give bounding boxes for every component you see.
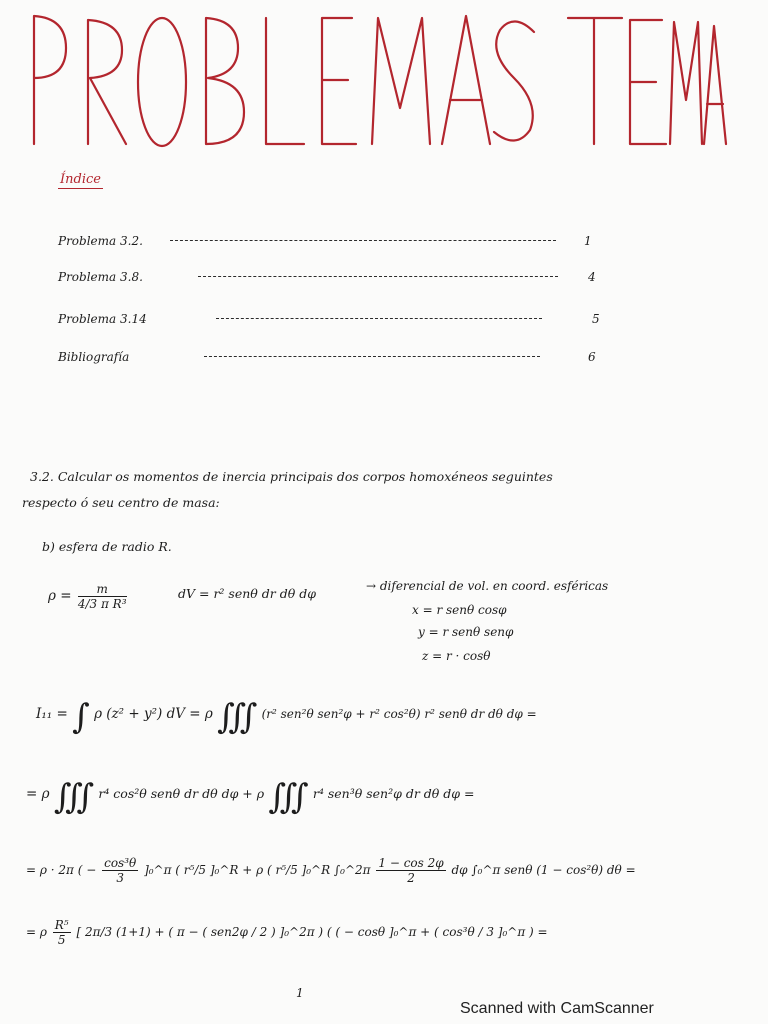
equation-3-denominator-1: 3 (116, 871, 124, 885)
coordinate-x: x = r senθ cosφ (412, 603, 507, 617)
equation-1-part-a: ρ (z² + y²) dV = ρ (94, 706, 213, 722)
equation-2 (26, 777, 475, 817)
toc-entry (58, 230, 618, 252)
equation-4-part-b: [ 2π/3 (1+1) + ( π − ( sen2φ / 2 ) ]₀^2π ) ( ( − cosθ ]₀^π + ( cos³θ / 3 ]₀^π ) = (76, 925, 548, 939)
toc-entry-page: 5 (592, 312, 600, 326)
equation-3-fraction-2 (376, 856, 445, 885)
density-numerator: m (78, 582, 127, 597)
equation-1-lhs: I₁₁ = (36, 706, 68, 722)
toc-entry-label: Problema 3.14 (58, 312, 147, 326)
page-title (22, 4, 744, 154)
equation-2-part-a: = ρ (26, 786, 50, 802)
density-denominator: 4/3 π R³ (77, 597, 127, 611)
title-handwritten-graphic (22, 4, 744, 154)
toc-entry (58, 266, 618, 288)
page-number: 1 (296, 986, 304, 1000)
toc-entry-page: 4 (588, 270, 596, 284)
toc-entry-label: Bibliografía (58, 350, 130, 364)
integral-sign: ∫ (72, 697, 90, 737)
toc-leader-dots (216, 318, 542, 319)
equation-3-numerator-2: 1 − cos 2φ (378, 856, 444, 870)
problem-statement-line2: respecto ó seu centro de masa: (22, 495, 220, 510)
equation-3-part-c: dφ ∫₀^π senθ (1 − cos²θ) dθ = (451, 863, 636, 877)
toc-entry (58, 346, 618, 368)
toc-leader-dots (170, 240, 556, 241)
triple-integral-sign: ∭ (217, 697, 258, 737)
toc-entry-page: 6 (588, 350, 596, 364)
triple-integral-sign: ∭ (268, 777, 309, 817)
equation-3-denominator-2: 2 (407, 871, 415, 885)
equation-1 (36, 697, 537, 737)
triple-integral-sign: ∭ (53, 777, 95, 817)
equation-4-part-a: = ρ (26, 925, 47, 939)
toc-entry-page: 1 (584, 234, 592, 248)
toc-entry (58, 308, 618, 330)
equation-1-part-b: (r² sen²θ sen²φ + r² cos²θ) r² senθ dr dθ dφ = (261, 707, 537, 721)
toc-leader-dots (198, 276, 558, 277)
toc-entry-label: Problema 3.8. (58, 270, 143, 284)
equation-4-denominator-1: 5 (57, 933, 66, 947)
coordinate-y: y = r senθ senφ (418, 625, 514, 639)
equation-4 (26, 918, 548, 947)
camscanner-watermark: Scanned with CamScanner (460, 1000, 654, 1017)
equation-3-part-b: ]₀^π ( r⁵/5 ]₀^R + ρ ( r⁵/5 ]₀^R ∫₀^2π (144, 863, 371, 877)
problem-statement-line1: 3.2. Calcular os momentos de inercia principais dos corpos homoxéneos seguintes (30, 469, 553, 484)
equation-2-part-b: r⁴ cos²θ senθ dr dθ dφ + ρ (98, 786, 265, 801)
coordinate-z: z = r · cosθ (422, 649, 491, 663)
equation-3-fraction-1 (102, 856, 138, 885)
volume-element-note: → diferencial de vol. en coord. esféricas (366, 579, 609, 593)
density-lhs: ρ = (48, 588, 72, 604)
equation-3-part-a: = ρ · 2π ( − (26, 863, 97, 877)
equation-3-numerator-1: cos³θ (104, 856, 137, 870)
problem-part: b) esfera de radio R. (42, 539, 172, 554)
toc-leader-dots (204, 356, 540, 357)
density-formula (48, 582, 129, 611)
equation-4-numerator-1: R⁵ (54, 918, 69, 932)
equation-3 (26, 856, 636, 885)
volume-element: dV = r² senθ dr dθ dφ (178, 586, 316, 601)
equation-4-fraction-1 (53, 918, 71, 947)
equation-2-part-c: r⁴ sen³θ sen²φ dr dθ dφ = (312, 786, 475, 801)
density-fraction (78, 582, 127, 611)
toc-entry-label: Problema 3.2. (58, 234, 143, 248)
index-heading: Índice (60, 172, 101, 187)
